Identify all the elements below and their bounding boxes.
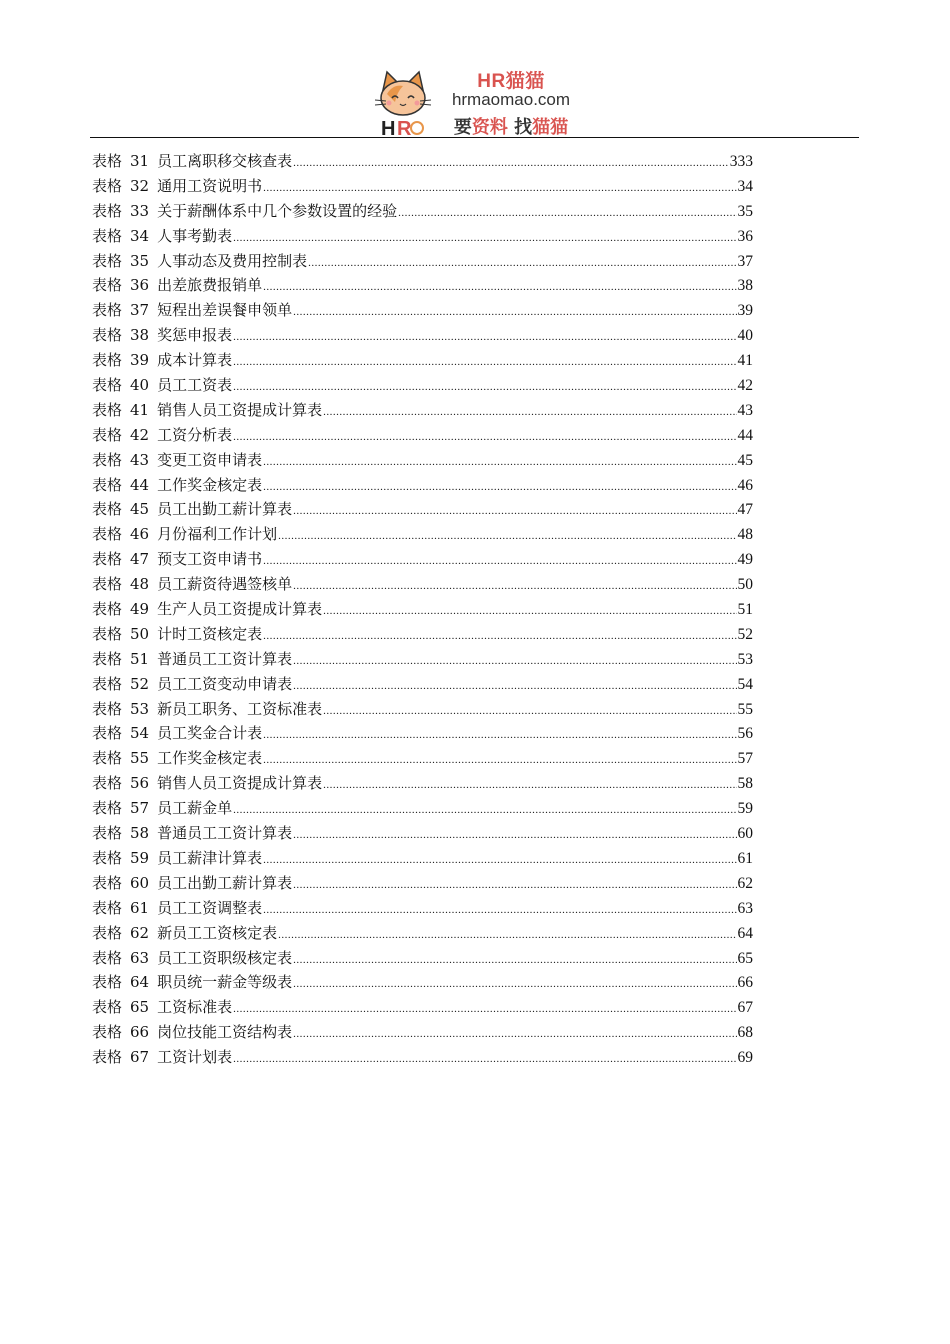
toc-leader-dots	[323, 775, 736, 795]
toc-entry-page[interactable]: 67	[737, 999, 753, 1017]
toc-leader-dots	[278, 925, 736, 945]
toc-entry-page[interactable]: 51	[737, 601, 753, 619]
toc-entry-prefix: 表格	[92, 873, 123, 892]
toc-entry[interactable]	[92, 599, 753, 624]
toc-entry-prefix: 表格	[92, 923, 123, 942]
svg-text:R: R	[397, 118, 412, 138]
toc-entry-title[interactable]: 新员工职务、工资标准表	[157, 699, 323, 718]
svg-text:H: H	[381, 118, 396, 138]
toc-entry[interactable]	[92, 375, 753, 400]
toc-entry-title[interactable]: 员工工资职级核定表	[157, 948, 293, 967]
toc-entry-prefix: 表格	[92, 475, 123, 494]
toc-entry[interactable]	[92, 475, 753, 500]
toc-entry-title[interactable]: 员工出勤工薪计算表	[157, 873, 293, 892]
toc-leader-dots	[293, 875, 736, 895]
toc-entry-page[interactable]: 57	[737, 750, 753, 768]
toc-entry[interactable]	[92, 325, 753, 350]
toc-entry-prefix: 表格	[92, 550, 123, 569]
toc-entry-title[interactable]: 员工出勤工薪计算表	[157, 500, 293, 519]
toc-entry-number: 46	[130, 525, 150, 544]
toc-entry-title[interactable]: 计时工资核定表	[157, 624, 263, 643]
toc-entry[interactable]	[92, 723, 753, 748]
toc-entry-prefix: 表格	[92, 276, 123, 295]
toc-entry[interactable]	[92, 151, 753, 176]
toc-leader-dots	[263, 178, 736, 198]
toc-entry-title[interactable]: 通用工资说明书	[157, 176, 263, 195]
toc-entry-number: 67	[130, 1048, 150, 1067]
toc-entry[interactable]	[92, 699, 753, 724]
toc-entry[interactable]	[92, 524, 753, 549]
toc-leader-dots	[263, 477, 736, 497]
toc-entry-title[interactable]: 变更工资申请表	[157, 450, 263, 469]
toc-entry-page[interactable]: 38	[737, 277, 753, 295]
slogan-part: 资料	[471, 117, 508, 138]
toc-entry-page[interactable]: 52	[737, 625, 753, 643]
toc-entry-title[interactable]: 成本计算表	[157, 351, 233, 370]
toc-entry-title[interactable]: 短程出差误餐申领单	[157, 301, 293, 320]
toc-entry[interactable]	[92, 997, 753, 1022]
toc-entry[interactable]	[92, 300, 753, 325]
toc-entry-page[interactable]: 39	[737, 302, 753, 320]
toc-leader-dots	[233, 999, 736, 1019]
toc-entry-page[interactable]: 36	[737, 227, 753, 245]
toc-entry[interactable]	[92, 649, 753, 674]
toc-entry-title[interactable]: 工资分析表	[157, 425, 233, 444]
toc-entry-title[interactable]: 工资标准表	[157, 998, 233, 1017]
toc-entry-number: 64	[130, 973, 150, 992]
toc-entry-number: 38	[130, 326, 150, 345]
toc-entry-page[interactable]: 50	[737, 576, 753, 594]
toc-entry-title[interactable]: 工资计划表	[157, 1048, 233, 1067]
toc-leader-dots	[308, 253, 736, 273]
toc-entry-number: 50	[130, 624, 150, 643]
toc-entry-prefix: 表格	[92, 973, 123, 992]
toc-entry-title[interactable]: 员工薪资待遇签核单	[157, 575, 293, 594]
toc-entry[interactable]	[92, 400, 753, 425]
toc-entry-title[interactable]: 销售人员工资提成计算表	[157, 774, 323, 793]
toc-entry[interactable]	[92, 848, 753, 873]
toc-entry-prefix: 表格	[92, 699, 123, 718]
table-of-contents	[92, 151, 753, 1072]
toc-entry-number: 52	[130, 674, 150, 693]
toc-entry-page[interactable]: 35	[737, 202, 753, 220]
toc-entry[interactable]	[92, 873, 753, 898]
toc-entry-page[interactable]: 45	[737, 451, 753, 469]
toc-entry-title[interactable]: 员工工资调整表	[157, 898, 263, 917]
toc-entry[interactable]	[92, 773, 753, 798]
toc-entry-page[interactable]: 46	[737, 476, 753, 494]
page-header	[0, 62, 950, 138]
toc-entry-title[interactable]: 工作奖金核定表	[157, 749, 263, 768]
toc-entry[interactable]	[92, 1047, 753, 1072]
toc-leader-dots	[233, 352, 736, 372]
toc-entry-prefix: 表格	[92, 724, 123, 743]
toc-entry-number: 48	[130, 575, 150, 594]
brand-title: HR猫猫	[477, 71, 545, 92]
toc-entry-prefix: 表格	[92, 749, 123, 768]
toc-leader-dots	[293, 950, 736, 970]
toc-entry-page[interactable]: 41	[737, 352, 753, 370]
toc-leader-dots	[293, 153, 729, 173]
toc-entry-page[interactable]: 53	[737, 650, 753, 668]
toc-entry-number: 53	[130, 699, 150, 718]
toc-entry[interactable]	[92, 226, 753, 251]
toc-leader-dots	[323, 402, 736, 422]
toc-entry-number: 51	[130, 649, 150, 668]
toc-entry[interactable]	[92, 450, 753, 475]
toc-entry-page[interactable]: 69	[737, 1049, 753, 1067]
toc-entry-page[interactable]: 55	[737, 700, 753, 718]
header-divider	[90, 137, 859, 138]
toc-entry[interactable]	[92, 176, 753, 201]
toc-entry-number: 55	[130, 749, 150, 768]
toc-entry-prefix: 表格	[92, 376, 123, 395]
toc-entry-prefix: 表格	[92, 674, 123, 693]
toc-entry[interactable]	[92, 499, 753, 524]
toc-entry-page[interactable]: 64	[737, 924, 753, 942]
toc-entry-number: 66	[130, 1023, 150, 1042]
toc-leader-dots	[263, 750, 736, 770]
toc-entry-number: 33	[130, 201, 150, 220]
toc-entry-title[interactable]: 员工薪金单	[157, 799, 233, 818]
toc-entry-title[interactable]: 普通员工工资计算表	[157, 649, 293, 668]
toc-entry-title[interactable]: 生产人员工资提成计算表	[157, 600, 323, 619]
slogan-part: 要	[453, 117, 472, 138]
toc-entry-title[interactable]: 普通员工工资计算表	[157, 824, 293, 843]
toc-entry-title[interactable]: 员工奖金合计表	[157, 724, 263, 743]
toc-leader-dots	[293, 651, 736, 671]
toc-entry-number: 43	[130, 450, 150, 469]
toc-entry-page[interactable]: 49	[737, 551, 753, 569]
toc-leader-dots	[263, 277, 736, 297]
toc-entry[interactable]	[92, 948, 753, 973]
toc-leader-dots	[323, 701, 736, 721]
toc-leader-dots	[263, 850, 736, 870]
toc-entry-page[interactable]: 58	[737, 775, 753, 793]
toc-leader-dots	[263, 900, 736, 920]
toc-entry-prefix: 表格	[92, 1048, 123, 1067]
toc-entry-page[interactable]: 37	[737, 252, 753, 270]
toc-entry-prefix: 表格	[92, 624, 123, 643]
toc-entry-page[interactable]: 42	[737, 377, 753, 395]
toc-entry-page[interactable]: 40	[737, 327, 753, 345]
toc-entry-number: 56	[130, 774, 150, 793]
cat-mascot-icon	[373, 68, 433, 138]
toc-entry[interactable]	[92, 251, 753, 276]
toc-entry-prefix: 表格	[92, 575, 123, 594]
toc-entry-number: 32	[130, 176, 150, 195]
toc-leader-dots	[233, 427, 736, 447]
slogan-part: 找	[507, 117, 533, 138]
toc-entry-title[interactable]: 工作奖金核定表	[157, 475, 263, 494]
toc-entry-page[interactable]: 56	[737, 725, 753, 743]
toc-entry-prefix: 表格	[92, 948, 123, 967]
toc-entry-page[interactable]: 62	[737, 874, 753, 892]
toc-entry-prefix: 表格	[92, 176, 123, 195]
toc-entry-number: 65	[130, 998, 150, 1017]
toc-entry-title[interactable]: 人事动态及费用控制表	[157, 251, 308, 270]
toc-entry-prefix: 表格	[92, 649, 123, 668]
toc-entry[interactable]	[92, 275, 753, 300]
toc-leader-dots	[233, 228, 736, 248]
toc-leader-dots	[263, 452, 736, 472]
toc-entry-title[interactable]: 员工薪津计算表	[157, 848, 263, 867]
toc-entry-number: 31	[130, 152, 150, 170]
toc-entry-page[interactable]: 66	[737, 974, 753, 992]
toc-entry-title[interactable]: 销售人员工资提成计算表	[157, 400, 323, 419]
toc-leader-dots	[278, 526, 736, 546]
toc-entry-prefix: 表格	[92, 848, 123, 867]
toc-entry-prefix: 表格	[92, 898, 123, 917]
toc-entry-number: 41	[130, 400, 150, 419]
toc-leader-dots	[293, 974, 736, 994]
toc-entry-number: 58	[130, 824, 150, 843]
toc-entry-page[interactable]: 68	[737, 1024, 753, 1042]
brand-domain: hrmaomao.com	[451, 90, 571, 109]
toc-entry-prefix: 表格	[92, 998, 123, 1017]
toc-entry[interactable]	[92, 1022, 753, 1047]
toc-leader-dots	[263, 725, 736, 745]
toc-entry-prefix: 表格	[92, 824, 123, 843]
toc-entry-page[interactable]: 54	[737, 675, 753, 693]
toc-entry-number: 54	[130, 724, 150, 743]
toc-entry-prefix: 表格	[92, 774, 123, 793]
toc-entry-prefix: 表格	[92, 1023, 123, 1042]
toc-entry-title[interactable]: 新员工工资核定表	[157, 923, 278, 942]
toc-leader-dots	[233, 1049, 736, 1069]
toc-entry-page[interactable]: 47	[737, 501, 753, 519]
toc-entry-title[interactable]: 预支工资申请书	[157, 550, 263, 569]
toc-leader-dots	[293, 676, 736, 696]
toc-entry-title[interactable]: 月份福利工作计划	[157, 525, 278, 544]
toc-entry-prefix: 表格	[92, 400, 123, 419]
toc-entry[interactable]	[92, 574, 753, 599]
toc-entry-number: 63	[130, 948, 150, 967]
toc-entry-prefix: 表格	[92, 326, 123, 345]
toc-entry[interactable]	[92, 972, 753, 997]
toc-entry-prefix: 表格	[92, 251, 123, 270]
toc-entry[interactable]	[92, 425, 753, 450]
toc-entry[interactable]	[92, 624, 753, 649]
toc-entry-page[interactable]: 61	[737, 849, 753, 867]
toc-leader-dots	[293, 1024, 736, 1044]
toc-entry-prefix: 表格	[92, 525, 123, 544]
toc-entry-number: 42	[130, 425, 150, 444]
toc-entry-number: 37	[130, 301, 150, 320]
toc-entry-title[interactable]: 员工工资变动申请表	[157, 674, 293, 693]
toc-entry-prefix: 表格	[92, 799, 123, 818]
toc-entry-title[interactable]: 奖惩申报表	[157, 326, 233, 345]
toc-leader-dots	[323, 601, 736, 621]
toc-entry-number: 44	[130, 475, 150, 494]
toc-entry-page[interactable]: 44	[737, 426, 753, 444]
toc-entry-number: 62	[130, 923, 150, 942]
toc-entry-title[interactable]: 出差旅费报销单	[157, 276, 263, 295]
toc-entry-title[interactable]: 关于薪酬体系中几个参数设置的经验	[157, 201, 398, 220]
toc-entry-number: 49	[130, 600, 150, 619]
toc-entry[interactable]	[92, 748, 753, 773]
toc-entry-number: 47	[130, 550, 150, 569]
brand-slogan	[436, 113, 586, 139]
toc-leader-dots	[293, 501, 736, 521]
toc-entry[interactable]	[92, 898, 753, 923]
brand-logo	[436, 66, 586, 136]
toc-entry-number: 40	[130, 376, 150, 395]
toc-entry-page[interactable]: 43	[737, 401, 753, 419]
toc-leader-dots	[233, 377, 736, 397]
toc-entry[interactable]	[92, 350, 753, 375]
toc-entry-number: 34	[130, 226, 150, 245]
toc-leader-dots	[233, 800, 736, 820]
toc-entry[interactable]	[92, 549, 753, 574]
toc-leader-dots	[293, 825, 736, 845]
toc-entry[interactable]	[92, 674, 753, 699]
toc-entry-number: 45	[130, 500, 150, 519]
toc-entry-number: 59	[130, 848, 150, 867]
toc-leader-dots	[263, 626, 736, 646]
toc-entry-prefix: 表格	[92, 226, 123, 245]
toc-entry-prefix: 表格	[92, 301, 123, 320]
toc-entry-number: 57	[130, 799, 150, 818]
toc-entry[interactable]	[92, 923, 753, 948]
toc-entry-page[interactable]: 34	[737, 177, 753, 195]
toc-entry-number: 39	[130, 351, 150, 370]
toc-entry-number: 61	[130, 898, 150, 917]
toc-entry[interactable]	[92, 201, 753, 226]
toc-leader-dots	[263, 551, 736, 571]
toc-entry-prefix: 表格	[92, 500, 123, 519]
toc-entry-page[interactable]: 60	[737, 825, 753, 843]
toc-entry-number: 36	[130, 276, 150, 295]
toc-entry-number: 60	[130, 873, 150, 892]
toc-entry-title[interactable]: 员工离职移交核查表	[157, 152, 293, 170]
toc-entry-prefix: 表格	[92, 450, 123, 469]
toc-entry-page[interactable]: 65	[737, 949, 753, 967]
toc-entry[interactable]	[92, 823, 753, 848]
toc-entry-prefix: 表格	[92, 425, 123, 444]
toc-entry-number: 35	[130, 251, 150, 270]
toc-entry[interactable]	[92, 798, 753, 823]
toc-entry-title[interactable]: 职员统一薪金等级表	[157, 973, 293, 992]
toc-entry-page[interactable]: 48	[737, 526, 753, 544]
toc-entry-page[interactable]: 59	[737, 800, 753, 818]
toc-entry-prefix: 表格	[92, 351, 123, 370]
toc-leader-dots	[293, 302, 736, 322]
slogan-part: 猫猫	[532, 117, 569, 138]
toc-entry-prefix: 表格	[92, 600, 123, 619]
toc-entry-page[interactable]: 63	[737, 899, 753, 917]
toc-leader-dots	[398, 203, 736, 223]
toc-entry-prefix: 表格	[92, 201, 123, 220]
toc-entry-title[interactable]: 岗位技能工资结构表	[157, 1023, 293, 1042]
toc-entry-title[interactable]: 员工工资表	[157, 376, 233, 395]
toc-leader-dots	[293, 576, 736, 596]
toc-entry-title[interactable]: 人事考勤表	[157, 226, 233, 245]
toc-entry-page[interactable]: 333	[729, 153, 753, 170]
toc-entry-prefix: 表格	[92, 152, 123, 170]
toc-leader-dots	[233, 327, 736, 347]
